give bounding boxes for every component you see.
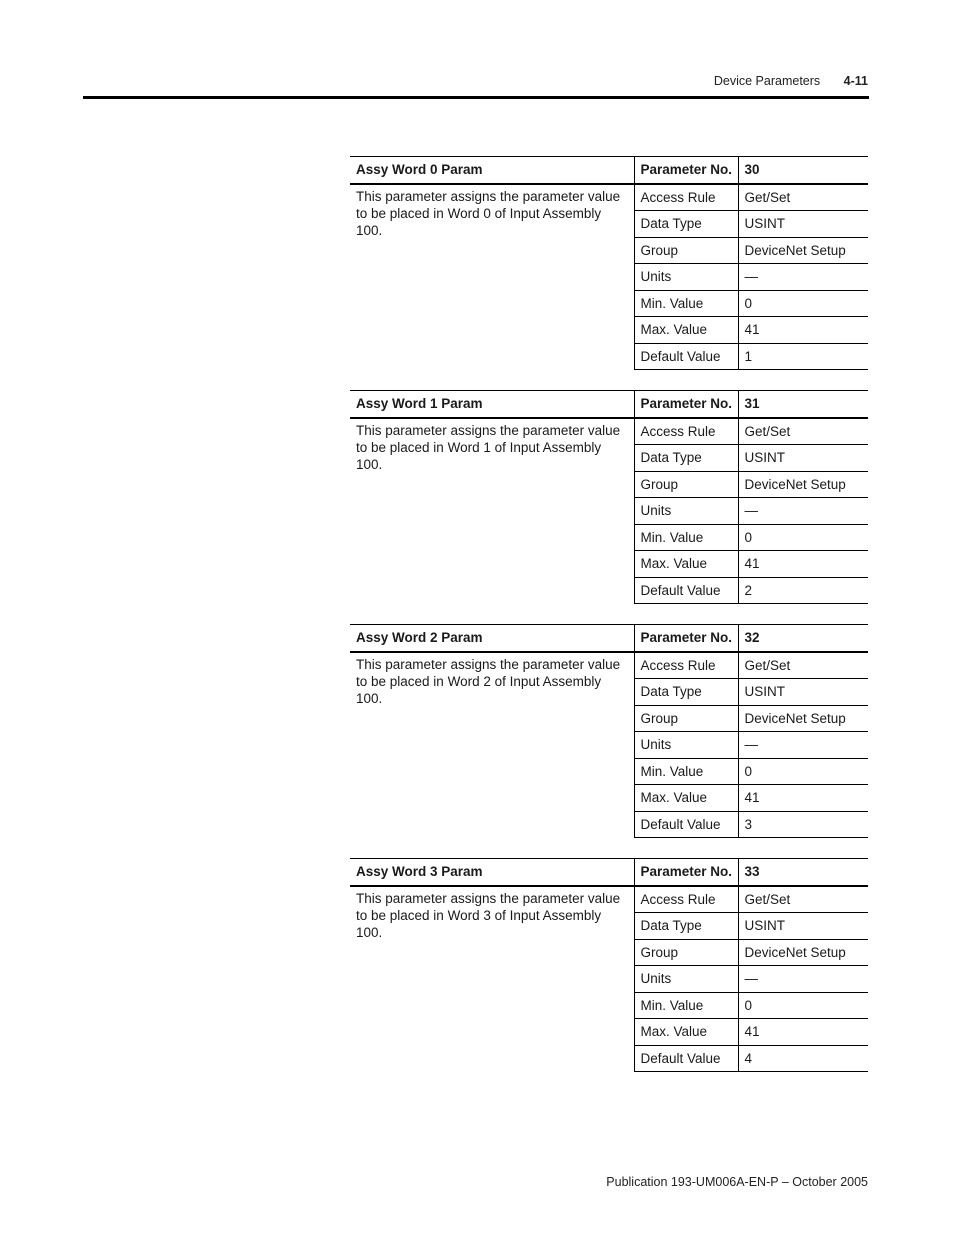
attribute-label: Default Value <box>634 811 738 838</box>
attribute-label: Default Value <box>634 1045 738 1072</box>
parameter-table <box>350 624 868 838</box>
attribute-label: Group <box>634 705 738 732</box>
page-number: 4-11 <box>843 74 868 88</box>
attribute-label: Min. Value <box>634 524 738 551</box>
attribute-label: Access Rule <box>634 418 738 445</box>
attribute-label: Group <box>634 939 738 966</box>
parameter-no-label: Parameter No. <box>634 391 738 418</box>
attribute-value: 0 <box>738 992 868 1019</box>
parameter-name: Assy Word 0 Param <box>350 157 634 184</box>
attribute-value: 41 <box>738 551 868 578</box>
attribute-label: Data Type <box>634 913 738 940</box>
header-rule <box>83 96 869 99</box>
parameter-header-row <box>350 157 868 184</box>
attribute-value: DeviceNet Setup <box>738 939 868 966</box>
parameter-tables <box>350 156 868 1092</box>
attribute-label: Group <box>634 471 738 498</box>
parameter-name: Assy Word 3 Param <box>350 859 634 886</box>
attribute-label: Group <box>634 237 738 264</box>
parameter-description: This parameter assigns the parameter value to be placed in Word 2 of Input Assembly 100. <box>350 652 634 838</box>
attribute-value: 0 <box>738 524 868 551</box>
attribute-value: 3 <box>738 811 868 838</box>
attribute-label: Data Type <box>634 211 738 238</box>
attribute-label: Data Type <box>634 679 738 706</box>
attribute-value: 0 <box>738 290 868 317</box>
attribute-value: — <box>738 264 868 291</box>
attribute-label: Min. Value <box>634 992 738 1019</box>
attribute-label: Default Value <box>634 577 738 604</box>
parameter-no-label: Parameter No. <box>634 625 738 652</box>
attribute-value: Get/Set <box>738 886 868 913</box>
attribute-label: Units <box>634 264 738 291</box>
attribute-label: Units <box>634 966 738 993</box>
attribute-label: Data Type <box>634 445 738 472</box>
attribute-label: Units <box>634 498 738 525</box>
attribute-value: 4 <box>738 1045 868 1072</box>
parameter-no-label: Parameter No. <box>634 157 738 184</box>
header-section-title: Device Parameters <box>713 74 821 88</box>
parameter-description: This parameter assigns the parameter value to be placed in Word 0 of Input Assembly 100. <box>350 184 634 370</box>
parameter-table <box>350 390 868 604</box>
attribute-value: — <box>738 498 868 525</box>
attribute-value: 1 <box>738 343 868 370</box>
attribute-value: USINT <box>738 445 868 472</box>
parameter-attribute-row <box>350 184 868 211</box>
parameter-header-row <box>350 625 868 652</box>
parameter-number: 32 <box>738 625 868 652</box>
attribute-value: — <box>738 732 868 759</box>
parameter-header-row <box>350 391 868 418</box>
parameter-attribute-row <box>350 886 868 913</box>
attribute-value: 41 <box>738 1019 868 1046</box>
parameter-number: 30 <box>738 157 868 184</box>
attribute-value: Get/Set <box>738 652 868 679</box>
parameter-header-row <box>350 859 868 886</box>
attribute-value: USINT <box>738 913 868 940</box>
attribute-label: Default Value <box>634 343 738 370</box>
parameter-name: Assy Word 1 Param <box>350 391 634 418</box>
parameter-number: 31 <box>738 391 868 418</box>
attribute-label: Access Rule <box>634 886 738 913</box>
attribute-label: Access Rule <box>634 652 738 679</box>
attribute-label: Units <box>634 732 738 759</box>
attribute-value: 41 <box>738 785 868 812</box>
attribute-value: Get/Set <box>738 418 868 445</box>
attribute-value: — <box>738 966 868 993</box>
parameter-description: This parameter assigns the parameter value to be placed in Word 3 of Input Assembly 100. <box>350 886 634 1072</box>
publication-footer: Publication 193-UM006A-EN-P – October 2005 <box>606 1175 868 1189</box>
attribute-value: DeviceNet Setup <box>738 237 868 264</box>
attribute-label: Max. Value <box>634 317 738 344</box>
running-header <box>714 74 868 88</box>
attribute-label: Min. Value <box>634 290 738 317</box>
attribute-value: USINT <box>738 679 868 706</box>
attribute-label: Access Rule <box>634 184 738 211</box>
attribute-label: Max. Value <box>634 1019 738 1046</box>
attribute-value: 0 <box>738 758 868 785</box>
attribute-label: Max. Value <box>634 551 738 578</box>
parameter-table <box>350 156 868 370</box>
attribute-value: DeviceNet Setup <box>738 705 868 732</box>
attribute-label: Min. Value <box>634 758 738 785</box>
parameter-number: 33 <box>738 859 868 886</box>
parameter-table <box>350 858 868 1072</box>
attribute-value: Get/Set <box>738 184 868 211</box>
attribute-value: 41 <box>738 317 868 344</box>
parameter-name: Assy Word 2 Param <box>350 625 634 652</box>
attribute-value: DeviceNet Setup <box>738 471 868 498</box>
attribute-value: 2 <box>738 577 868 604</box>
parameter-description: This parameter assigns the parameter value to be placed in Word 1 of Input Assembly 100. <box>350 418 634 604</box>
attribute-label: Max. Value <box>634 785 738 812</box>
parameter-no-label: Parameter No. <box>634 859 738 886</box>
parameter-attribute-row <box>350 652 868 679</box>
parameter-attribute-row <box>350 418 868 445</box>
attribute-value: USINT <box>738 211 868 238</box>
